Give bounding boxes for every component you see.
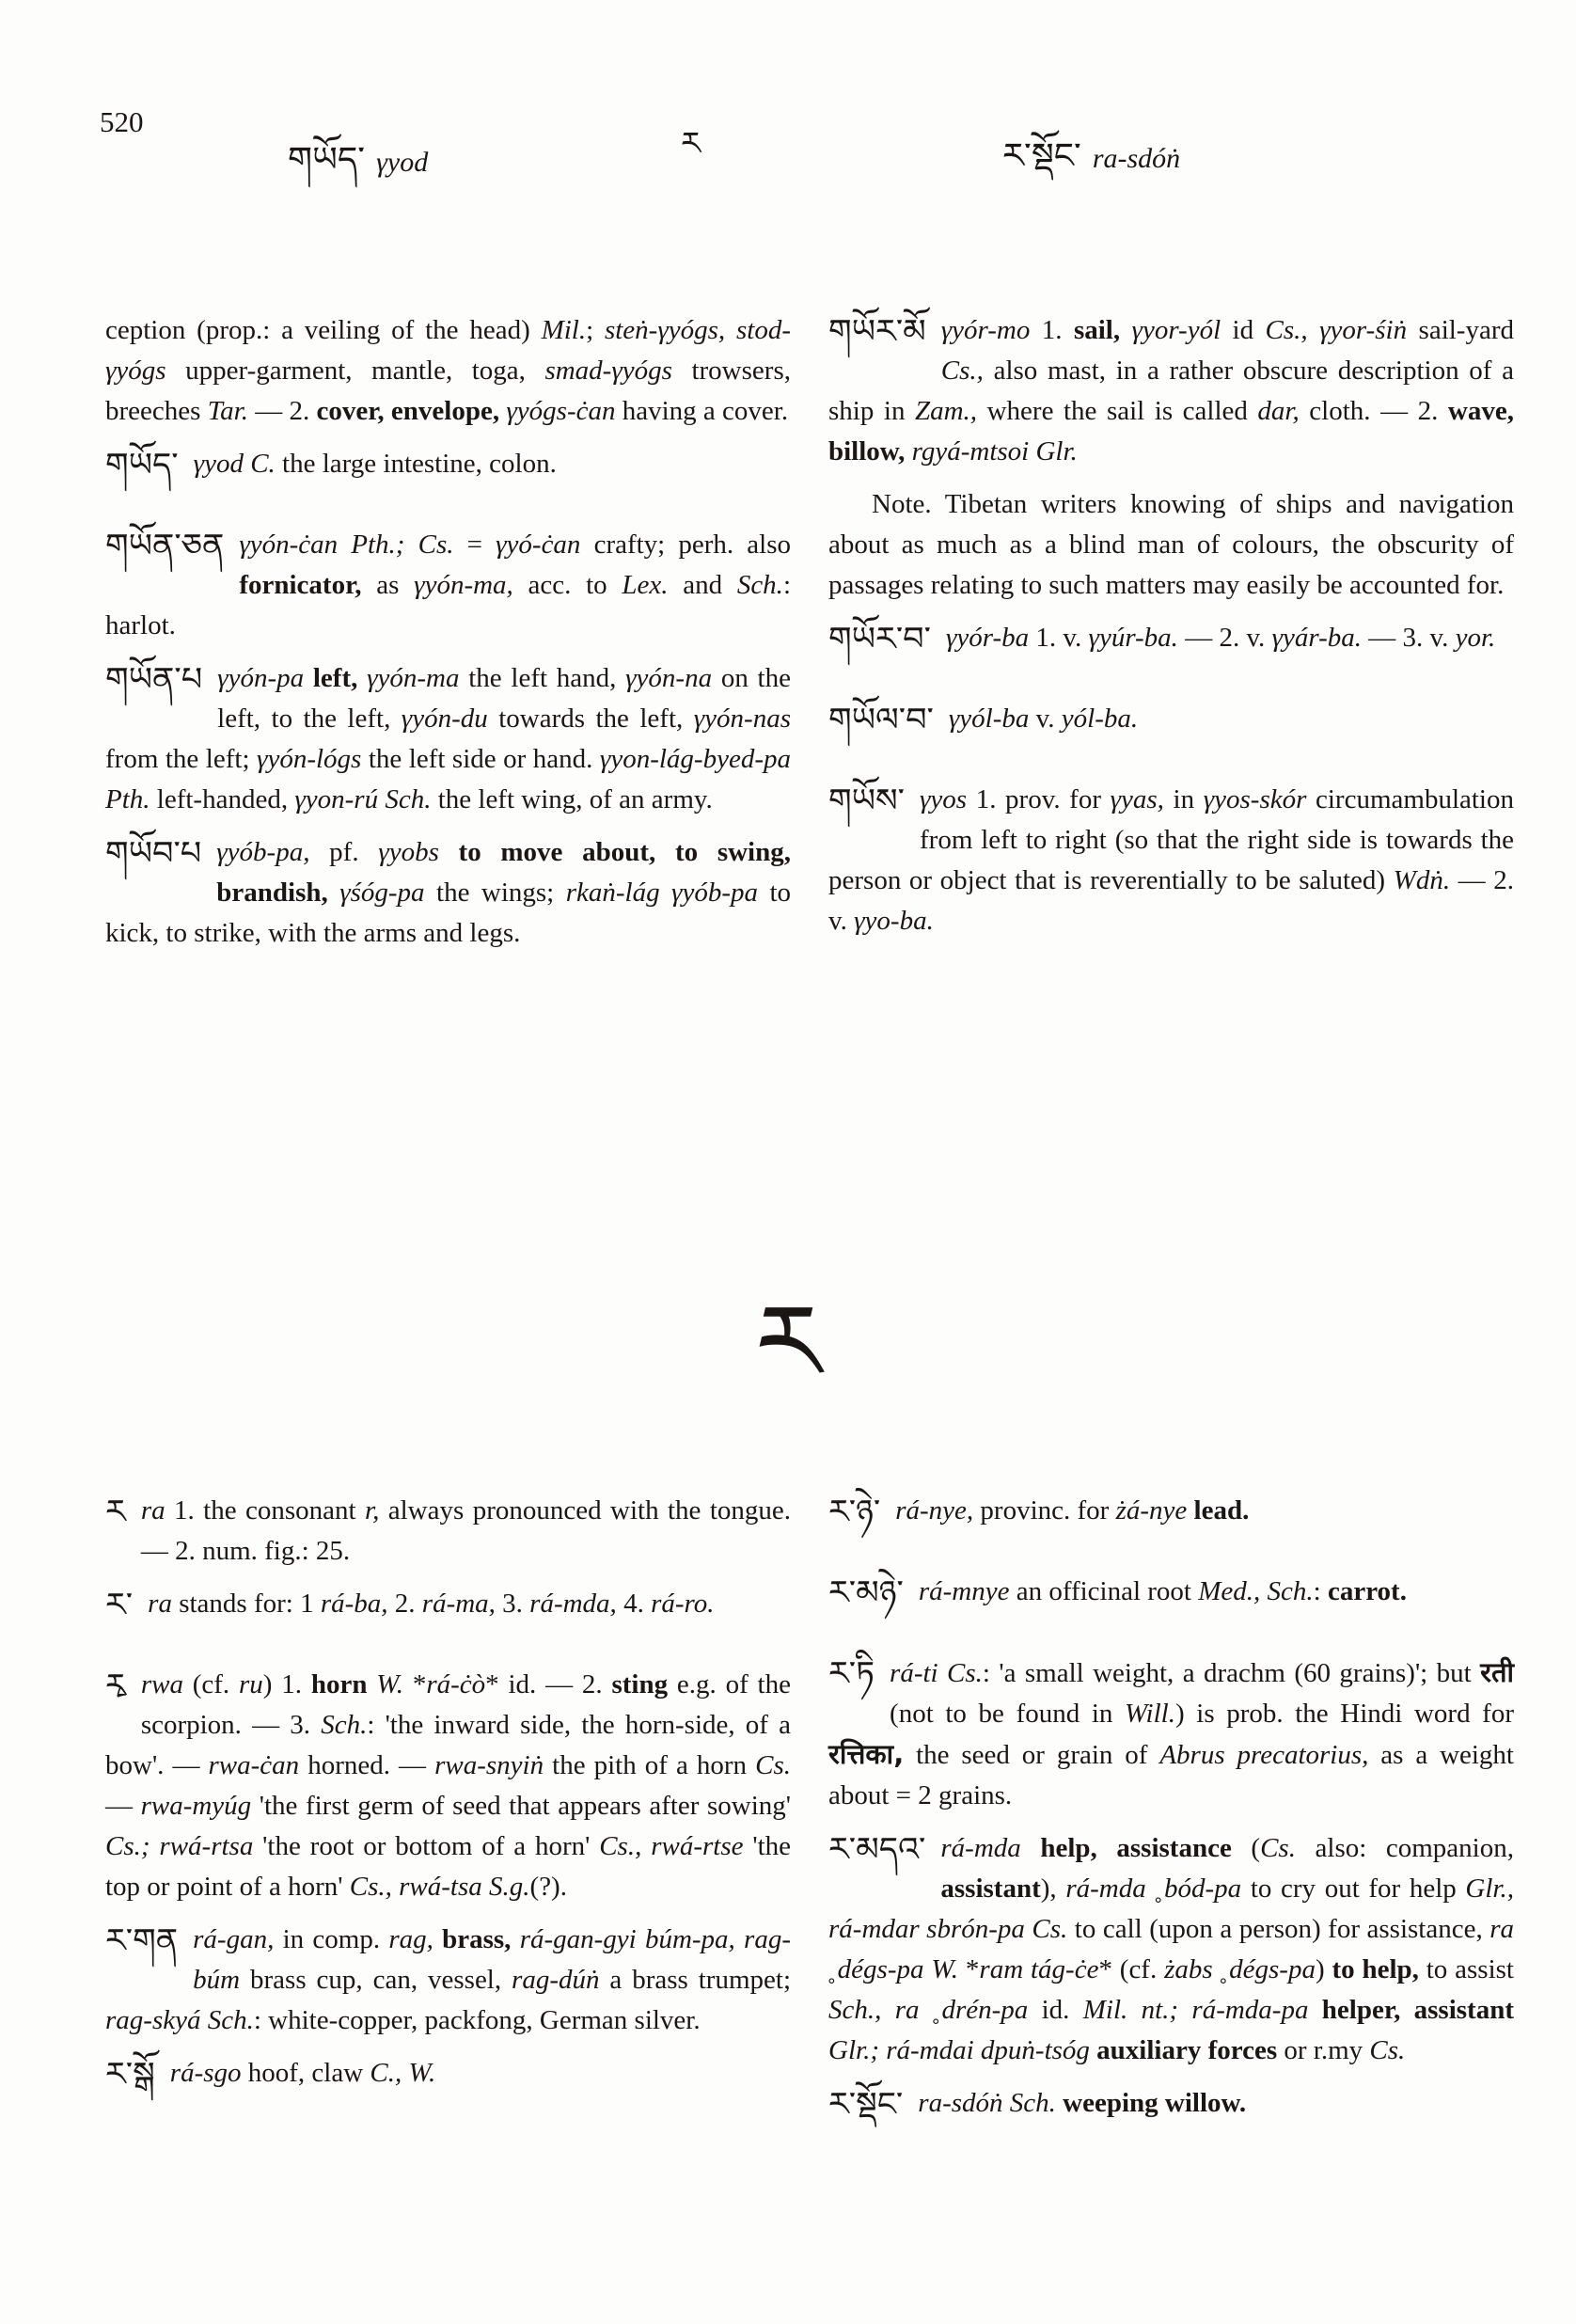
text-run: acc. to [512, 570, 623, 600]
dictionary-entry [828, 780, 1514, 941]
running-head-right-translit: ra-sdóṅ [1092, 143, 1181, 174]
text-run: Sch., ra ˳drén-pa [828, 1995, 1029, 2025]
text-run: ) [1315, 1954, 1332, 1984]
text-run [1308, 315, 1319, 345]
text-run: lead. [1193, 1495, 1250, 1526]
text-run: γyón-ċan Pth.; Cs. [239, 530, 454, 560]
text-run: steṅ-γyógs, stod-γyógs [105, 315, 791, 386]
text-run: Zam., [914, 396, 978, 426]
text-run: Mil. nt.; rá-mda-pa [1082, 1995, 1322, 2025]
text-run: to kick, to strike, with the arms and legs. [105, 877, 791, 948]
text-run: γyón-ma [367, 663, 469, 693]
text-run: r, [365, 1495, 380, 1526]
text-run: Cs., [349, 1872, 392, 1902]
text-run: rá-nye, [895, 1495, 974, 1526]
text-run: sail, [1073, 315, 1132, 345]
text-run: dar, [1257, 396, 1300, 426]
text-run: γyas, [1110, 784, 1164, 814]
text-run: γyár-ba. [1271, 623, 1362, 653]
text-run: horned. — [307, 1750, 435, 1780]
text-run: * (cf. [1098, 1954, 1165, 1984]
text-run: as a weight about = 2 grains. [828, 1740, 1514, 1810]
text-run: 4. [616, 1589, 652, 1619]
dictionary-entry [105, 1491, 791, 1572]
text-run: rá-mnye [918, 1576, 1017, 1606]
text-run: γyor-śiṅ [1319, 315, 1419, 345]
text-run: γyón-lógs [257, 744, 369, 774]
text-run [150, 1831, 160, 1861]
text-run: γyúr-ba. [1088, 623, 1178, 653]
text-run: the left side or hand. [368, 744, 600, 774]
text-run: rwá-tsa S.g. [399, 1872, 530, 1902]
section-divider-ra-glyph: ར [755, 1282, 821, 1404]
text-run: rag, [388, 1924, 433, 1954]
tibetan-headword: གཡོར་བ་ [828, 621, 931, 658]
text-run: γyó-ċan [496, 530, 581, 560]
note-paragraph [828, 484, 1514, 606]
text-run: γyón-na [625, 663, 721, 693]
text-run: the large intestine, colon. [275, 449, 557, 479]
text-run: hoof, claw [247, 2058, 370, 2088]
text-run: rwa-snyiṅ [434, 1750, 553, 1780]
text-run: the pith of a horn [552, 1750, 756, 1780]
section-ra-entries [105, 1491, 1514, 2164]
tibetan-headword: གཡོན་ཅན [105, 528, 225, 565]
text-run: Cs., [1265, 315, 1308, 345]
text-run: rwa-myúg [140, 1791, 260, 1821]
text-run: ) is prob. the Hindi word for [1174, 1699, 1514, 1729]
text-run: : 'a small weight, a drachm (60 grains)'; but [982, 1658, 1481, 1688]
tibetan-headword: གཡོས་ [828, 783, 905, 820]
text-run: e.g. of the scorpion. — 3. [140, 1669, 791, 1740]
dictionary-entry [828, 310, 1514, 472]
text-run: ; [586, 315, 605, 345]
text-run: and [668, 570, 737, 600]
text-run: 2. [387, 1589, 422, 1619]
text-run: wave, billow, [828, 396, 1514, 466]
text-run: rá-ba, [320, 1589, 388, 1619]
text-run: γyór-mo [940, 315, 1042, 345]
text-run: Sch. [321, 1710, 368, 1740]
dictionary-entry [105, 444, 791, 484]
text-run: रती [1480, 1656, 1515, 1688]
text-run: or r.my [1284, 2035, 1370, 2065]
text-run: rá-ti Cs. [890, 1658, 983, 1688]
text-run: 1. [1041, 315, 1074, 345]
text-run: 'the root or bottom of a horn' [262, 1831, 600, 1861]
running-head-left [288, 120, 428, 218]
text-run: * id. — 2. [485, 1669, 612, 1700]
dictionary-entry [105, 2053, 791, 2094]
text-run: — 2. v. [1177, 623, 1272, 653]
text-run: Tar. [207, 396, 248, 426]
dictionary-entry [105, 525, 791, 646]
text-run: Abrus precatorius, [1159, 1740, 1369, 1770]
text-run: to move about, to swing, brandish, [216, 837, 791, 908]
text-run: upper-garment, mantle, toga, [185, 356, 545, 386]
text-run: rá-mda [940, 1833, 1041, 1863]
running-head-left-translit: γyod [376, 147, 429, 178]
text-run: (?). [529, 1872, 567, 1902]
text-run: żabs ˳dégs-pa [1164, 1954, 1316, 1984]
text-run: rá-ma, [421, 1589, 496, 1619]
text-run: rwa-ċan [208, 1750, 308, 1780]
page-number: 520 [100, 105, 144, 138]
text-run: ram tág-ċe [979, 1954, 1099, 1984]
text-run: rá-gan, [193, 1924, 275, 1954]
continuation-paragraph [105, 310, 791, 432]
text-run: — 2. v. [828, 865, 1515, 936]
text-run: ception (prop.: a veiling of the head) [105, 315, 542, 345]
tibetan-headword: གཡོད་ [105, 447, 179, 484]
text-run: left, [312, 663, 368, 693]
text-run: : white-copper, packfong, German silver. [253, 2005, 701, 2035]
text-run: yor. [1455, 623, 1496, 653]
text-run: Cs. [1369, 2035, 1406, 2065]
text-run: help, assistance [1040, 1833, 1252, 1863]
text-run: to call (upon a person) for assistance, [1067, 1914, 1490, 1944]
text-run: towards the left, [498, 704, 694, 734]
dictionary-entry [828, 699, 1514, 739]
text-run: from the left; [105, 744, 258, 774]
tibetan-headword: གཡོལ་བ་ [828, 702, 934, 739]
text-run: cover, envelope, [316, 396, 507, 426]
text-run: 1. v. [1035, 623, 1089, 653]
text-run: where the sail is called [977, 396, 1258, 426]
text-run: γyón-du [401, 704, 499, 734]
dictionary-entry [105, 832, 791, 954]
text-run: rá-gan-gyi búm-pa, rag-búm [193, 1924, 791, 1995]
text-run: γyobs [378, 837, 459, 867]
section-gyo-entries [105, 310, 1514, 966]
text-run: γyon-rú Sch. [294, 784, 432, 814]
text-run: Wdṅ. [1393, 865, 1451, 895]
text-run: γyos [920, 784, 976, 814]
dictionary-entry [828, 1572, 1514, 1612]
text-run: ( [1251, 1833, 1261, 1863]
text-run: γyógs-ċan [506, 396, 623, 426]
text-run: Cs., [940, 356, 984, 386]
text-run: ra-sdóṅ Sch. [918, 2088, 1056, 2118]
running-head-left-tibetan: གཡོད་ [288, 139, 366, 180]
text-run: rkaṅ-lág γyób-pa [565, 877, 770, 908]
text-run: Glr., rá-mdar sbrón-pa Cs. [828, 1873, 1514, 1944]
text-run: provinc. for [973, 1495, 1116, 1526]
bottom-left-column [105, 1491, 791, 2164]
text-run: auxiliary forces [1096, 2035, 1284, 2065]
text-run: sail-yard [1418, 315, 1514, 345]
text-run: 'the first germ of seed that appears after sowing' [259, 1791, 792, 1821]
text-run: on the left, to the left, [217, 663, 791, 734]
text-run: γyon-lág-byed-pa Pth. [105, 744, 791, 814]
text-run: rá-mda ˳bód-pa [1065, 1873, 1251, 1904]
text-run: ra ˳dégs-pa W. [828, 1914, 1515, 1984]
text-run: γyór-ba [945, 623, 1036, 653]
text-run: γyos-skór [1203, 784, 1316, 814]
text-run: (cf. [192, 1669, 239, 1700]
text-run: * [958, 1954, 980, 1984]
text-run: ra [148, 1589, 180, 1619]
text-run: horn [310, 1669, 377, 1700]
dictionary-entry [828, 1491, 1514, 1531]
text-run: Glr.; rá-mdai dpuṅ-tsóg [828, 2035, 1097, 2065]
text-run: Lex. [622, 570, 669, 600]
tibetan-headword: ར་ [105, 1587, 134, 1624]
text-run: as [361, 570, 415, 600]
text-run: rá-ċò [426, 1669, 486, 1700]
text-run: W. [376, 1669, 404, 1700]
text-run: ra [140, 1495, 175, 1526]
running-head-center-glyph: ར [681, 125, 701, 163]
text-run: to cry out for help [1250, 1873, 1466, 1904]
text-run: : [1313, 1576, 1328, 1606]
text-run: rgyá-mtsoi Glr. [911, 436, 1078, 466]
text-run: 3. [495, 1589, 530, 1619]
tibetan-headword: གཡོར་མོ [828, 313, 926, 351]
text-run: brass, [442, 1924, 520, 1954]
text-run: trowsers, breeches [105, 356, 791, 426]
text-run: always pronounced with the tongue. — 2. num. fig.: 25. [140, 1495, 791, 1566]
dictionary-entry [828, 2083, 1514, 2124]
text-run: smad-γyógs [544, 356, 692, 386]
tibetan-headword: གཡོབ་པ [105, 835, 202, 873]
tibetan-headword: ར [105, 1494, 126, 1531]
text-run: rá-mda, [529, 1589, 617, 1619]
text-run: assistant [940, 1873, 1041, 1904]
text-run: id [1232, 315, 1266, 345]
text-run: Cs.; [105, 1831, 150, 1861]
dictionary-entry [828, 1828, 1514, 2071]
running-head-right-tibetan: ར་སྡོང་ [1002, 135, 1081, 176]
text-run: γyod C. [193, 449, 276, 479]
text-run: 1. the consonant [174, 1495, 366, 1526]
text-run [433, 1924, 442, 1954]
text-run: to help, [1332, 1954, 1419, 1984]
text-run: żá-nye [1115, 1495, 1194, 1526]
tibetan-headword: ར་མཉེ་ [828, 1574, 904, 1612]
text-run: Med., Sch. [1198, 1576, 1314, 1606]
dictionary-entry [828, 1652, 1514, 1816]
text-run: carrot. [1327, 1576, 1407, 1606]
text-run: brass cup, can, vessel, [250, 1965, 512, 1995]
text-run: rwa [140, 1669, 193, 1700]
text-run: γyób-pa, [216, 837, 310, 867]
text-run: = [453, 530, 496, 560]
text-run: the left hand, [468, 663, 626, 693]
text-run: having a cover. [622, 396, 789, 426]
text-run: left-handed, [150, 784, 295, 814]
text-run: Will. [1125, 1699, 1175, 1729]
tibetan-headword: ར་སྡོང་ [828, 2086, 904, 2124]
text-run: to assist [1418, 1954, 1514, 1984]
bottom-right-column [828, 1491, 1514, 2164]
text-run: γyón-pa [217, 663, 313, 693]
tibetan-headword: ར་སྒོ [105, 2056, 155, 2094]
tibetan-headword: ར་ཉེ་ [828, 1494, 881, 1531]
text-run: also: companion, [1295, 1833, 1514, 1863]
dictionary-entry [828, 618, 1514, 658]
text-run: Cs. [1260, 1833, 1296, 1863]
text-run: sting [611, 1669, 677, 1700]
text-run: fornicator, [239, 570, 362, 600]
text-run: rwá-rtse [651, 1831, 753, 1861]
text-run: — 2. [247, 396, 317, 426]
text-run: ) 1. [262, 1669, 311, 1700]
text-run: * [403, 1669, 427, 1700]
top-right-column [828, 310, 1514, 966]
text-run: Mil. [541, 315, 587, 345]
text-run: Sch. [736, 570, 783, 600]
text-run: rag-skyá Sch. [105, 2005, 254, 2035]
text-run: : 'the inward side, the horn-side, of a bow'. — [105, 1710, 791, 1780]
text-run: id. [1028, 1995, 1083, 2025]
text-run: γyón-nas [693, 704, 791, 734]
text-run: Cs., [599, 1831, 642, 1861]
text-run: — [105, 1791, 141, 1821]
text-run: the seed or grain of [904, 1740, 1160, 1770]
text-run: an officinal root [1016, 1576, 1199, 1606]
text-run: C., W. [370, 2058, 436, 2088]
running-head-right [1002, 117, 1180, 214]
text-run: rwá-rtsa [159, 1831, 263, 1861]
text-run: in comp. [274, 1924, 389, 1954]
text-run: : harlot. [105, 570, 791, 640]
dictionary-entry [105, 1665, 791, 1907]
text-run: crafty; perh. also [580, 530, 791, 560]
text-run: v. [1035, 704, 1062, 734]
top-left-column [105, 310, 791, 966]
text-run: in [1163, 784, 1204, 814]
text-run: Note. Tibetan writers knowing of ships and navigation about as much as a blind man of colours, the obscurity of passages relating to such matters may easily be accounted for. [828, 489, 1514, 600]
text-run: the left wing, of an army. [431, 784, 713, 814]
tibetan-headword: རྭ [105, 1668, 126, 1705]
text-run: γśóg-pa [339, 877, 437, 908]
text-run: rá-sgo [169, 2058, 248, 2088]
text-run: — 3. v. [1361, 623, 1456, 653]
text-run: stands for: 1 [179, 1589, 321, 1619]
text-run: ), [1040, 1873, 1066, 1904]
text-run: ru [239, 1669, 263, 1700]
text-run: yól-ba. [1061, 704, 1139, 734]
text-run [641, 1831, 651, 1861]
text-run: rag-dúṅ [512, 1965, 610, 1995]
text-run: γyo-ba. [854, 906, 934, 936]
text-run: γyor-yól [1131, 315, 1233, 345]
text-run: γyón-ma, [414, 570, 513, 600]
text-run: the wings; [436, 877, 566, 908]
tibetan-headword: གཡོན་པ [105, 661, 203, 699]
text-run: pf. [309, 837, 379, 867]
text-run: rá-ro. [651, 1589, 715, 1619]
text-run: circumambulation from left to right (so that the right side is towards the person or object that is reverentially to be saluted) [828, 784, 1514, 895]
text-run: weeping willow. [1063, 2088, 1247, 2118]
text-run: a brass trumpet; [609, 1965, 791, 1995]
dictionary-entry [105, 1920, 791, 2041]
text-run: (not to be found in [890, 1699, 1125, 1729]
text-run: Cs. [755, 1750, 791, 1780]
text-run: cloth. — 2. [1299, 396, 1448, 426]
text-run: helper, assistant [1321, 1995, 1515, 2025]
tibetan-headword: ར་ཏི [828, 1655, 875, 1693]
text-run: 1. prov. for [975, 784, 1111, 814]
tibetan-headword: ར་མདའ་ [828, 1831, 926, 1869]
dictionary-entry [105, 658, 791, 820]
tibetan-headword: ར་གན [105, 1922, 179, 1960]
text-run: also mast, in a rather obscure description of a ship in [828, 356, 1514, 426]
text-run: 'the top or point of a horn' [105, 1831, 792, 1902]
dictionary-entry [105, 1584, 791, 1624]
text-run: γyól-ba [948, 704, 1036, 734]
text-run: रत्तिका, [828, 1738, 905, 1770]
